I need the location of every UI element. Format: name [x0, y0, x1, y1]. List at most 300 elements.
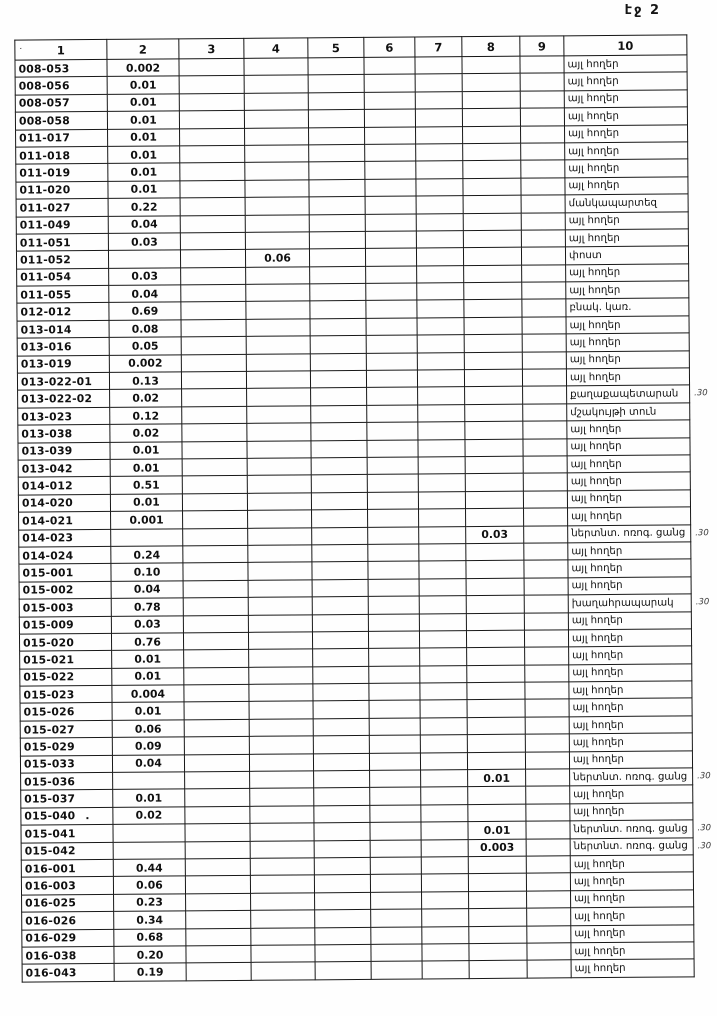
area-col9-cell — [521, 247, 565, 265]
area-col5-cell — [310, 318, 366, 336]
area-col2-cell: 0.03 — [108, 233, 180, 251]
parcel-code-cell: 015-023 — [20, 685, 112, 703]
area-col9-cell — [526, 786, 570, 804]
area-col3-cell — [179, 58, 244, 76]
area-col9-cell — [522, 282, 566, 300]
area-col4-cell — [249, 649, 313, 667]
area-col5-cell — [314, 875, 370, 893]
parcel-code-cell: 015-026 — [20, 703, 112, 721]
parcel-code-cell: 013-038 — [18, 425, 110, 443]
land-use-cell: այլ հողեր — [565, 211, 688, 229]
area-col2-cell — [111, 528, 183, 546]
area-col6-cell — [365, 179, 416, 197]
area-col8-cell — [464, 265, 522, 283]
area-col9-cell — [527, 891, 571, 909]
parcel-code-cell: 015-003 — [19, 599, 111, 617]
area-col2-cell: 0.03 — [111, 615, 183, 633]
area-col6-cell — [366, 370, 417, 388]
area-col7-cell — [416, 196, 463, 214]
area-col8-cell — [469, 908, 527, 926]
area-col6-cell — [366, 300, 417, 318]
area-col4-cell — [246, 284, 310, 302]
area-col4-cell — [245, 180, 309, 198]
area-col7-cell — [419, 578, 466, 596]
area-col4-cell — [247, 423, 311, 441]
area-col9-cell — [522, 317, 566, 335]
land-use-cell: այլ հողեր — [564, 72, 687, 90]
area-col8-cell — [463, 195, 521, 213]
area-col6-cell — [366, 266, 417, 284]
area-col3-cell — [185, 824, 250, 842]
area-col4-cell — [244, 75, 308, 93]
area-col7-cell — [421, 874, 468, 892]
area-col8-cell — [466, 630, 524, 648]
area-col5-cell — [310, 283, 366, 301]
parcel-code-cell: 015-033 — [20, 755, 112, 773]
area-col3-cell — [185, 841, 250, 859]
land-use-cell: այլ հողեր — [567, 455, 690, 473]
area-col5-cell — [312, 597, 368, 615]
area-col7-cell — [422, 891, 469, 909]
area-col7-cell — [419, 561, 466, 579]
parcel-code-cell: 013-016 — [17, 338, 109, 356]
area-col3-cell — [186, 928, 251, 946]
area-col8-cell — [467, 682, 525, 700]
area-col4-cell — [248, 597, 312, 615]
area-col7-cell — [419, 613, 466, 631]
land-use-cell: այլ հողեր — [568, 611, 691, 629]
area-col9-cell — [526, 769, 570, 787]
area-col3-cell — [182, 476, 247, 494]
parcel-code-cell: 011-017 — [16, 129, 108, 147]
parcel-code-cell: 011-055 — [17, 286, 109, 304]
area-col3-cell — [183, 528, 248, 546]
area-col4-cell — [246, 301, 310, 319]
area-col8-cell: 0.01 — [468, 769, 526, 787]
area-col4-cell — [245, 127, 309, 145]
land-use-cell: այլ հողեր — [564, 90, 687, 108]
area-col7-cell — [416, 231, 463, 249]
area-col2-cell: 0.19 — [114, 963, 186, 981]
area-col4-cell — [249, 753, 313, 771]
page-number-label: էջ 2 — [624, 3, 661, 18]
area-col4-cell — [246, 267, 310, 285]
land-use-cell: խաղահրապարակ .30 — [568, 594, 691, 612]
area-col7-cell — [417, 283, 464, 301]
land-use-cell: այլ հողեր — [570, 785, 693, 803]
area-col4-cell — [251, 910, 315, 928]
area-col4-cell — [249, 701, 313, 719]
land-parcel-table — [14, 34, 712, 982]
area-col2-cell: 0.13 — [109, 372, 181, 390]
parcel-code-cell: 008-058 — [15, 112, 107, 130]
area-col7-cell — [416, 213, 463, 231]
area-col3-cell — [180, 180, 245, 198]
area-col5-cell — [312, 510, 368, 528]
area-col8-cell — [466, 508, 524, 526]
land-use-cell: այլ հողեր — [565, 142, 688, 160]
area-col8-cell — [464, 282, 522, 300]
area-col5-cell — [311, 423, 367, 441]
area-col8-cell — [463, 126, 521, 144]
area-col8-cell — [465, 474, 523, 492]
area-col5-cell — [314, 770, 370, 788]
area-col4-cell — [250, 806, 314, 824]
area-col7-cell — [415, 74, 462, 92]
area-col6-cell — [371, 909, 422, 927]
area-col4-cell — [247, 440, 311, 458]
area-col3-cell — [181, 284, 246, 302]
area-col9-cell — [522, 369, 566, 387]
area-col7-cell — [420, 700, 467, 718]
area-col5-cell — [309, 162, 365, 180]
area-col9-cell — [525, 717, 569, 735]
area-col8-cell — [466, 560, 524, 578]
area-col2-cell: 0.05 — [109, 337, 181, 355]
area-col7-cell — [417, 370, 464, 388]
area-col7-cell — [418, 439, 465, 457]
area-col4-cell — [246, 319, 310, 337]
area-col8-cell — [463, 213, 521, 231]
area-col3-cell — [186, 945, 251, 963]
area-col6-cell — [370, 805, 421, 823]
area-col4-cell — [249, 684, 313, 702]
area-col5-cell — [312, 614, 368, 632]
land-use-cell: այլ հողեր — [567, 490, 690, 508]
area-col6-cell — [366, 318, 417, 336]
land-use-cell: այլ հողեր — [566, 333, 689, 351]
area-col9-cell — [524, 595, 568, 613]
area-col9-cell — [523, 491, 567, 509]
handwritten-margin-note: .30 — [697, 840, 712, 851]
area-col7-cell — [417, 352, 464, 370]
area-col7-cell — [416, 248, 463, 266]
area-col3-cell — [184, 719, 249, 737]
area-col9-cell — [524, 578, 568, 596]
land-use-cell: այլ հողեր — [566, 264, 689, 282]
parcel-code-cell: 014-012 — [18, 477, 110, 495]
area-col7-cell — [417, 335, 464, 353]
area-col7-cell — [417, 300, 464, 318]
parcel-code-cell: 016-038 — [22, 946, 114, 964]
area-col8-cell — [465, 439, 523, 457]
area-col7-cell — [421, 787, 468, 805]
area-col6-cell — [369, 683, 420, 701]
col-header-3: 3 — [179, 38, 244, 59]
area-col3-cell — [180, 163, 245, 181]
area-col5-cell — [311, 440, 367, 458]
area-col2-cell: 0.44 — [113, 859, 185, 877]
area-col8-cell — [464, 334, 522, 352]
area-col9-cell — [526, 838, 570, 856]
parcel-code-cell: 014-023 — [19, 529, 111, 547]
area-col9-cell — [521, 195, 565, 213]
area-col6-cell — [368, 631, 419, 649]
area-col9-cell — [527, 960, 571, 978]
area-col6-cell — [371, 927, 422, 945]
area-col4-cell — [250, 788, 314, 806]
area-col2-cell: 0.09 — [112, 737, 184, 755]
land-use-cell: այլ հողեր — [568, 577, 691, 595]
parcel-code-cell: 013-014 — [17, 320, 109, 338]
area-col5-cell — [311, 388, 367, 406]
parcel-code-cell: 015-042 — [21, 842, 113, 860]
area-col5-cell — [314, 840, 370, 858]
land-use-cell: այլ հողեր — [567, 437, 690, 455]
area-col3-cell — [179, 111, 244, 129]
parcel-code-cell: 008-053 — [15, 59, 107, 77]
area-col9-cell — [522, 299, 566, 317]
area-col8-cell — [468, 874, 526, 892]
area-col4-cell — [247, 388, 311, 406]
area-col4-cell — [244, 93, 308, 111]
area-col3-cell — [183, 597, 248, 615]
area-col2-cell: 0.01 — [112, 650, 184, 668]
land-parcel-table-wrap — [14, 34, 712, 982]
area-col8-cell — [466, 543, 524, 561]
area-col6-cell — [368, 596, 419, 614]
area-col9-cell — [522, 265, 566, 283]
area-col5-cell — [313, 649, 369, 667]
land-use-cell: ներտնտ. ոռոգ. ցանց .30 — [570, 837, 693, 855]
area-col9-cell — [524, 560, 568, 578]
area-col9-cell — [523, 456, 567, 474]
parcel-code-cell: 015-020 — [19, 633, 111, 651]
area-col4-cell — [244, 58, 308, 76]
area-col7-cell — [418, 457, 465, 475]
area-col2-cell: 0.01 — [108, 146, 180, 164]
area-col7-cell — [416, 144, 463, 162]
area-col7-cell — [421, 822, 468, 840]
area-col3-cell — [186, 910, 251, 928]
area-col5-cell — [315, 944, 371, 962]
land-use-cell: այլ հողեր — [567, 472, 690, 490]
area-col7-cell — [417, 317, 464, 335]
area-col6-cell — [367, 405, 418, 423]
area-col8-cell — [463, 161, 521, 179]
area-col2-cell: 0.02 — [113, 807, 185, 825]
area-col7-cell — [420, 648, 467, 666]
parcel-code-cell: 013-019 — [17, 355, 109, 373]
area-col3-cell — [180, 197, 245, 215]
area-col7-cell — [421, 770, 468, 788]
parcel-code-cell: 016-001 — [21, 859, 113, 877]
area-col8-cell — [463, 178, 521, 196]
area-col6-cell — [366, 283, 417, 301]
land-use-cell: այլ հողեր — [565, 177, 688, 195]
area-col8-cell — [465, 456, 523, 474]
area-col9-cell — [521, 143, 565, 161]
area-col8-cell — [465, 421, 523, 439]
col-header-5: 5 — [308, 37, 364, 57]
area-col2-cell: 0.001 — [111, 511, 183, 529]
area-col5-cell — [309, 249, 365, 267]
area-col8-cell: 0.003 — [468, 839, 526, 857]
area-col6-cell — [369, 700, 420, 718]
col-header-7: 7 — [415, 37, 462, 57]
area-col8-cell — [462, 91, 520, 109]
area-col6-cell — [366, 335, 417, 353]
land-use-cell: այլ հողեր — [570, 872, 693, 890]
corner-mark: · — [19, 44, 23, 55]
area-col6-cell — [368, 527, 419, 545]
area-col3-cell — [182, 424, 247, 442]
parcel-code-cell: 011-020 — [16, 181, 108, 199]
area-col4-cell — [250, 858, 314, 876]
land-use-cell: այլ հողեր — [568, 542, 691, 560]
area-col2-cell: 0.01 — [110, 494, 182, 512]
parcel-code-cell: 011-054 — [17, 268, 109, 286]
area-col5-cell — [308, 75, 364, 93]
area-col2-cell: 0.10 — [111, 563, 183, 581]
area-col5-cell — [314, 857, 370, 875]
area-col4-cell — [250, 823, 314, 841]
area-col8-cell — [467, 647, 525, 665]
area-col3-cell — [182, 493, 247, 511]
area-col4-cell — [248, 562, 312, 580]
area-col3-cell — [181, 319, 246, 337]
area-col8-cell — [466, 613, 524, 631]
land-use-cell: այլ հողեր — [566, 351, 689, 369]
area-col2-cell — [113, 772, 185, 790]
area-col3-cell — [185, 806, 250, 824]
col-header-4: 4 — [244, 38, 308, 59]
area-col2-cell: 0.01 — [113, 789, 185, 807]
area-col7-cell — [416, 178, 463, 196]
area-col7-cell — [418, 404, 465, 422]
land-use-cell: այլ հողեր — [569, 664, 692, 682]
area-col8-cell — [467, 717, 525, 735]
area-col9-cell — [523, 438, 567, 456]
area-col8-cell — [462, 74, 520, 92]
area-col6-cell — [367, 457, 418, 475]
area-col6-cell — [369, 753, 420, 771]
handwritten-margin-note: .30 — [697, 823, 712, 834]
area-col2-cell: 0.23 — [114, 894, 186, 912]
area-col7-cell — [419, 544, 466, 562]
area-col6-cell — [370, 857, 421, 875]
land-use-cell: այլ հողեր — [564, 124, 687, 142]
land-use-cell: այլ հողեր — [567, 420, 690, 438]
parcel-code-cell: 015-002 — [19, 581, 111, 599]
area-col3-cell — [180, 128, 245, 146]
area-col5-cell — [308, 92, 364, 110]
area-col2-cell: 0.04 — [108, 215, 180, 233]
area-col3-cell — [184, 667, 249, 685]
area-col7-cell — [422, 961, 469, 979]
area-col9-cell — [527, 943, 571, 961]
area-col6-cell — [364, 92, 415, 110]
area-col4-cell — [251, 962, 315, 980]
area-col6-cell — [369, 718, 420, 736]
area-col6-cell — [364, 57, 415, 75]
land-use-cell: այլ հողեր — [564, 107, 687, 125]
area-col9-cell — [525, 647, 569, 665]
land-use-cell: այլ հողեր — [569, 698, 692, 716]
area-col9-cell — [525, 699, 569, 717]
area-col4-cell — [250, 840, 314, 858]
area-col8-cell — [464, 352, 522, 370]
area-col9-cell — [522, 351, 566, 369]
area-col9-cell — [522, 334, 566, 352]
area-col2-cell: 0.01 — [110, 459, 182, 477]
area-col5-cell — [309, 179, 365, 197]
parcel-code-cell: 013-022-01 — [17, 372, 109, 390]
col-header-8: 8 — [462, 36, 520, 56]
area-col4-cell — [247, 475, 311, 493]
land-use-cell: փոստ — [565, 246, 688, 264]
area-col3-cell — [184, 702, 249, 720]
land-use-cell: այլ հողեր — [566, 281, 689, 299]
area-col7-cell — [420, 717, 467, 735]
area-col8-cell — [466, 595, 524, 613]
parcel-code-cell: 011-051 — [16, 233, 108, 251]
area-col2-cell: 0.20 — [114, 946, 186, 964]
area-col9-cell — [524, 508, 568, 526]
area-col2-cell: 0.51 — [110, 476, 182, 494]
area-col7-cell — [421, 839, 468, 857]
area-col3-cell — [186, 893, 251, 911]
area-col3-cell — [184, 650, 249, 668]
area-col6-cell — [365, 161, 416, 179]
area-col7-cell — [419, 596, 466, 614]
land-use-cell: այլ հողեր — [568, 629, 691, 647]
area-col6-cell — [368, 544, 419, 562]
area-col3-cell — [181, 267, 246, 285]
col-header-1: · 1 — [15, 39, 107, 60]
area-col4-cell — [249, 719, 313, 737]
area-col8-cell — [465, 491, 523, 509]
area-col3-cell — [184, 754, 249, 772]
area-col4-cell — [246, 353, 310, 371]
area-col7-cell — [418, 491, 465, 509]
area-col4-cell — [245, 197, 309, 215]
area-col6-cell — [371, 892, 422, 910]
area-col3-cell — [180, 145, 245, 163]
area-col4-cell — [247, 458, 311, 476]
area-col8-cell — [465, 387, 523, 405]
area-col9-cell — [520, 91, 564, 109]
area-col8-cell — [463, 230, 521, 248]
land-use-cell: այլ հողեր — [571, 942, 694, 960]
area-col7-cell — [417, 265, 464, 283]
area-col6-cell — [371, 944, 422, 962]
area-col6-cell — [364, 74, 415, 92]
area-col5-cell — [312, 544, 368, 562]
area-col7-cell — [416, 161, 463, 179]
parcel-code-cell: 015-040 . — [21, 807, 113, 825]
area-col7-cell — [419, 509, 466, 527]
area-col6-cell — [368, 613, 419, 631]
area-col5-cell — [313, 736, 369, 754]
area-col9-cell — [523, 404, 567, 422]
parcel-code-cell: 011-049 — [16, 216, 108, 234]
area-col5-cell — [313, 753, 369, 771]
area-col9-cell — [525, 751, 569, 769]
area-col6-cell — [370, 770, 421, 788]
pen-dot-mark: . — [85, 809, 90, 823]
area-col4-cell — [250, 875, 314, 893]
area-col9-cell — [524, 630, 568, 648]
area-col4-cell — [245, 162, 309, 180]
area-col2-cell: 0.34 — [114, 911, 186, 929]
area-col7-cell — [418, 422, 465, 440]
area-col3-cell — [183, 632, 248, 650]
area-col6-cell — [369, 648, 420, 666]
area-col3-cell — [180, 215, 245, 233]
parcel-code-cell: 016-043 — [22, 964, 114, 982]
area-col6-cell — [368, 509, 419, 527]
